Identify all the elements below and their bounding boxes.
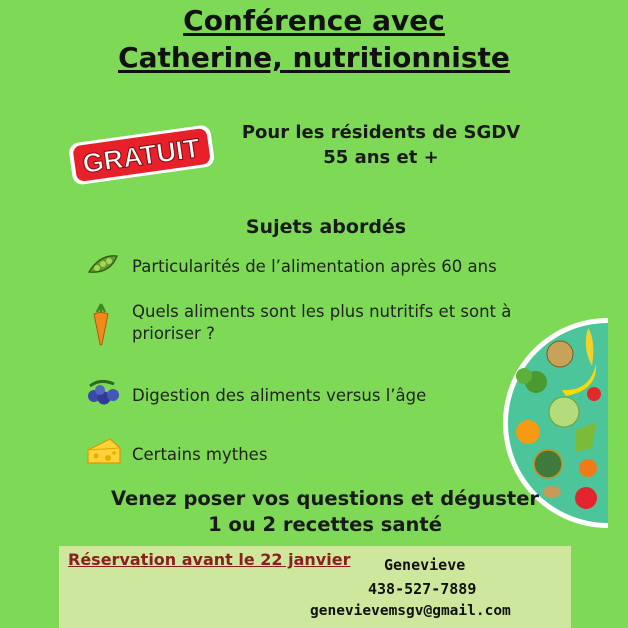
subjects-title: Sujets abordés [245, 216, 407, 238]
audience-block [226, 120, 536, 170]
gratuit-label: GRATUIT [80, 132, 202, 180]
title-line-1: Conférence avec [183, 4, 445, 37]
cta-line-1: Venez poser vos questions et déguster [110, 487, 540, 510]
cta-line-2: 1 ou 2 recettes santé [208, 513, 442, 536]
reservation-deadline: Réservation avant le 22 janvier [68, 550, 351, 569]
gratuit-badge [64, 122, 219, 186]
call-to-action [40, 486, 610, 538]
topic-item-3: Digestion des aliments versus l’âge [132, 386, 427, 405]
peas-icon [86, 252, 120, 278]
topic-item-2: Quels aliments sont les plus nutritifs et sont à prioriser ? [132, 302, 512, 343]
blueberries-icon [84, 378, 122, 408]
contact-name: Genevieve [384, 556, 466, 574]
audience-line-2: 55 ans et + [323, 147, 439, 168]
cheese-icon [86, 436, 122, 466]
topic-item-1: Particularités de l’alimentation après 60 ans [132, 257, 497, 276]
contact-phone: 438-527-7889 [368, 580, 477, 598]
topic-item-4: Certains mythes [132, 445, 268, 464]
contact-email[interactable]: genevievemsgv@gmail.com [310, 603, 511, 619]
carrot-icon [90, 302, 112, 346]
page-title [0, 2, 628, 76]
audience-line-1: Pour les résidents de SGDV [241, 122, 521, 143]
title-line-2: Catherine, nutritionniste [118, 41, 510, 74]
